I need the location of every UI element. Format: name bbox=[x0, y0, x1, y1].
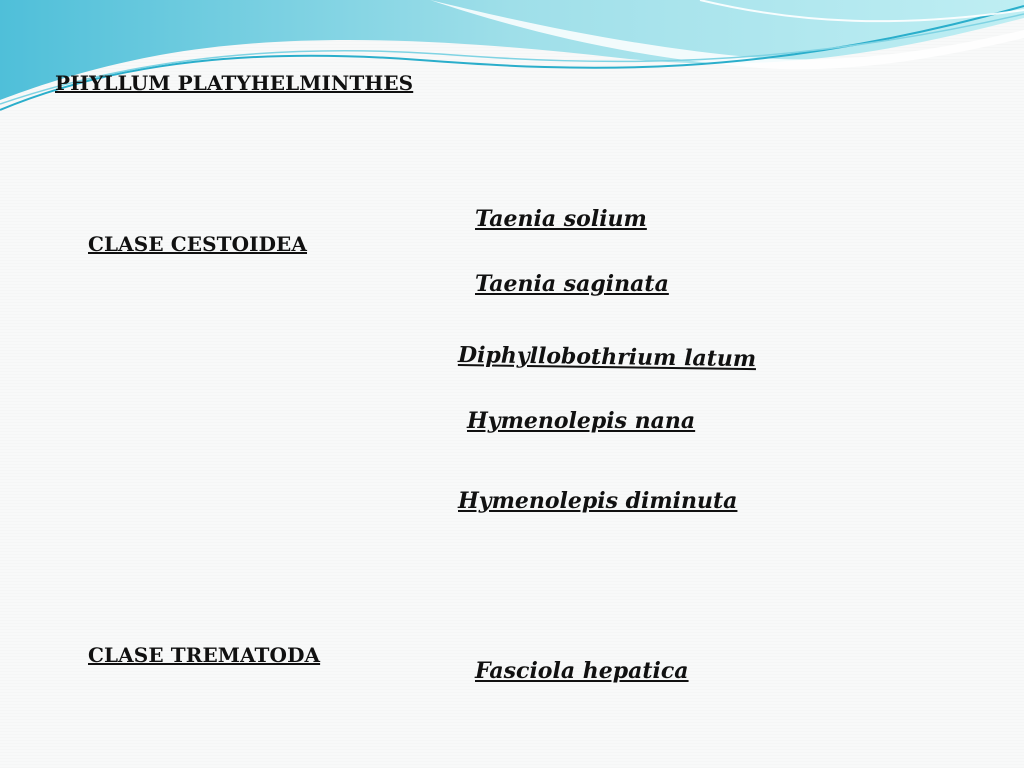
class-cestoidea-heading: CLASE CESTOIDEA bbox=[88, 232, 308, 256]
species-hymenolepis-diminuta: Hymenolepis diminuta bbox=[458, 488, 738, 514]
header-wave-decoration bbox=[0, 0, 1024, 120]
species-diphyllobothrium-latum: Diphyllobothrium latum bbox=[457, 342, 757, 373]
species-hymenolepis-nana: Hymenolepis nana bbox=[467, 408, 696, 434]
species-taenia-saginata: Taenia saginata bbox=[475, 271, 669, 297]
class-trematoda-heading: CLASE TREMATODA bbox=[88, 643, 321, 667]
species-taenia-solium: Taenia solium bbox=[475, 206, 647, 232]
slide-title: PHYLLUM PLATYHELMINTHES bbox=[55, 71, 414, 95]
species-fasciola-hepatica: Fasciola hepatica bbox=[475, 658, 689, 684]
